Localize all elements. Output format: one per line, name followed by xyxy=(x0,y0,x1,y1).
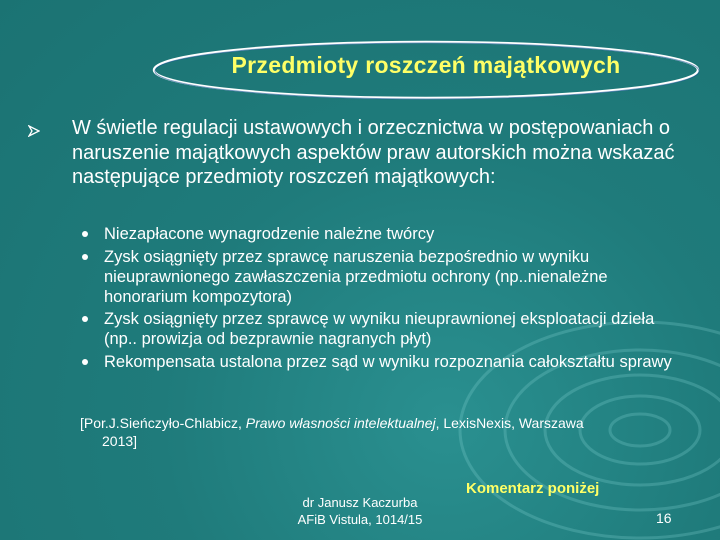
dot-bullet-icon xyxy=(82,316,88,322)
citation-year: 2013] xyxy=(102,433,138,449)
arrow-bullet-icon xyxy=(28,125,40,137)
page-number: 16 xyxy=(656,510,672,526)
citation-prefix: [Por.J.Sieńczyło-Chlabicz, xyxy=(80,415,246,431)
list-item xyxy=(82,247,682,307)
footer xyxy=(270,494,450,528)
comment-link[interactable]: Komentarz poniżej xyxy=(466,480,600,497)
dot-bullet-icon xyxy=(82,231,88,237)
footer-author: dr Janusz Kaczurba xyxy=(302,495,418,510)
citation-suffix: , LexisNexis, Warszawa xyxy=(435,415,584,431)
citation xyxy=(80,414,680,450)
sub-bullet-list xyxy=(82,224,682,374)
slide-title: Przedmioty roszczeń majątkowych xyxy=(231,52,621,78)
list-item xyxy=(82,309,682,349)
list-item-text: Rekompensata ustalona przez sąd w wyniku rozpoznania całokształtu sprawy xyxy=(104,352,672,371)
list-item-text: Niezapłacone wynagrodzenie należne twórcy xyxy=(104,225,435,243)
dot-bullet-icon xyxy=(82,254,88,260)
main-bullet-text: W świetle regulacji ustawowych i orzecznictwa w postępowaniach o naruszenie majątkowych aspektów praw autorskich można wskazać następujące przedmioty roszczeń majątkowych: xyxy=(72,117,675,188)
footer-org: AFiB Vistula, 1014/15 xyxy=(297,512,423,527)
list-item-text: Zysk osiągnięty przez sprawcę naruszenia bezpośrednio w wyniku nieuprawnionego zawłaszczenia przedmiotu ochrony (np..nienależne honorarium kompozytora) xyxy=(104,247,608,306)
citation-title: Prawo własności intelektualnej xyxy=(245,415,436,431)
list-item xyxy=(82,224,682,244)
list-item-text: Zysk osiągnięty przez sprawcę w wyniku nieuprawnionej eksploatacji dzieła (np.. prowizja od bezprawnie nagranych płyt) xyxy=(104,310,655,348)
dot-bullet-icon xyxy=(82,359,88,365)
list-item xyxy=(82,352,682,372)
